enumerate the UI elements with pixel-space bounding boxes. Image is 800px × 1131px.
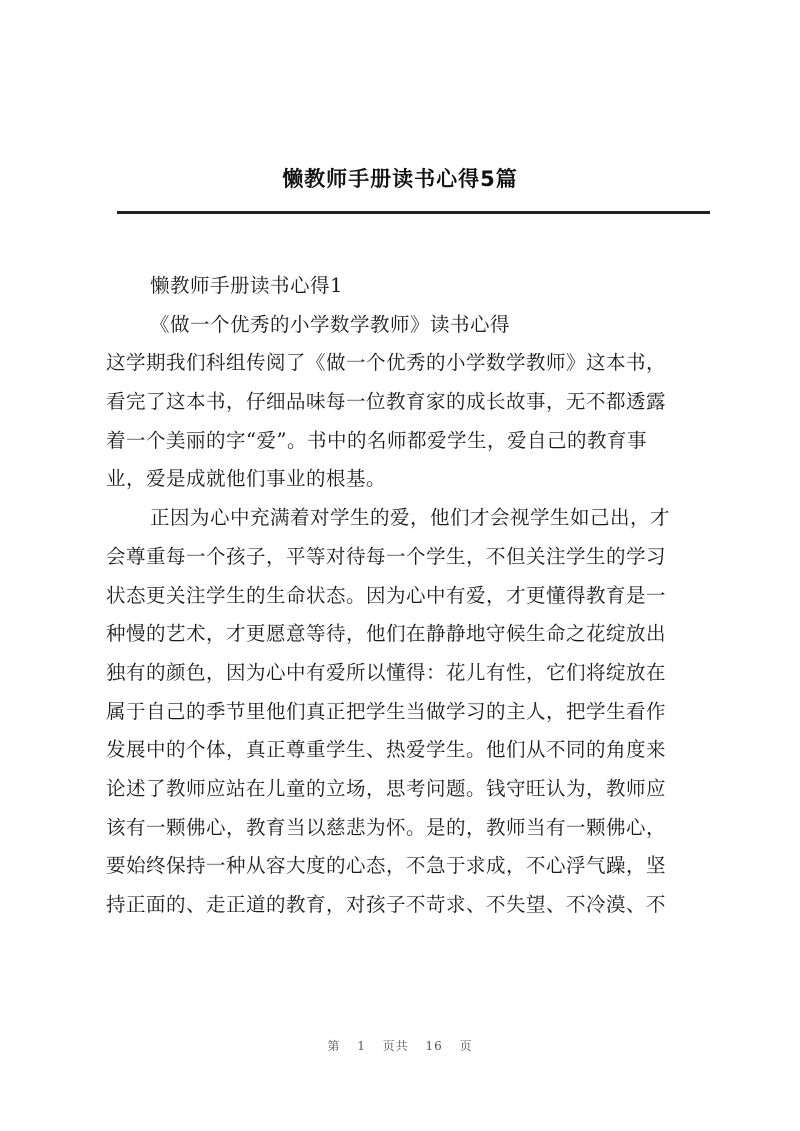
text-line: 属于自己的季节里他们真正把学生当做学习的主人，把学生看作 <box>106 699 667 723</box>
text-line: 状态更关注学生的生命状态。因为心中有爱，才更懂得教育是一 <box>106 583 667 607</box>
document-body <box>106 267 714 925</box>
text-line: 该有一颗佛心，教育当以慈悲为怀。是的，教师当有一颗佛心， <box>106 815 667 839</box>
title-divider <box>117 211 710 214</box>
text-line: 要始终保持一种从容大度的心态，不急于求成，不心浮气躁，坚 <box>106 854 667 878</box>
text-line: 论述了教师应站在儿童的立场，思考问题。钱守旺认为，教师应 <box>106 776 667 800</box>
page-footer <box>0 1037 800 1054</box>
text-line: 种慢的艺术，才更愿意等待，他们在静静地守候生命之花绽放出 <box>106 622 667 646</box>
text-line: 发展中的个体，真正尊重学生、热爱学生。他们从不同的角度来 <box>106 738 667 762</box>
footer-total-pages: 16 <box>425 1039 443 1053</box>
text-line: 懒教师手册读书心得1 <box>150 274 343 297</box>
text-line: 会尊重每一个孩子，平等对待每一个学生，不但关注学生的学习 <box>106 544 667 568</box>
text-line: 《做一个优秀的小学数学教师》读书心得 <box>150 312 511 336</box>
text-line: 看完了这本书，仔细品味每一位教育家的成长故事，无不都透露 <box>106 390 667 414</box>
text-line: 业，爱是成就他们事业的根基。 <box>106 467 387 491</box>
text-line: 持正面的、走正道的教育，对孩子不苛求、不失望、不冷漠、不 <box>106 893 667 916</box>
document-title: 懒教师手册读书心得5篇 <box>282 167 518 191</box>
footer-label-of: 页共 <box>382 1039 409 1053</box>
text-line: 着一个美丽的字“爱”。书中的名师都爱学生，爱自己的教育事 <box>106 428 647 452</box>
footer-label-page: 第 <box>327 1039 341 1053</box>
text-line: 独有的颜色，因为心中有爱所以懂得：花儿有性，它们将绽放在 <box>106 660 667 684</box>
text-line: 这学期我们科组传阅了《做一个优秀的小学数学教师》这本书， <box>106 351 667 375</box>
footer-current-page: 1 <box>357 1039 366 1053</box>
footer-label-end: 页 <box>459 1039 473 1053</box>
text-line: 正因为心中充满着对学生的爱，他们才会视学生如己出，才 <box>150 506 671 530</box>
